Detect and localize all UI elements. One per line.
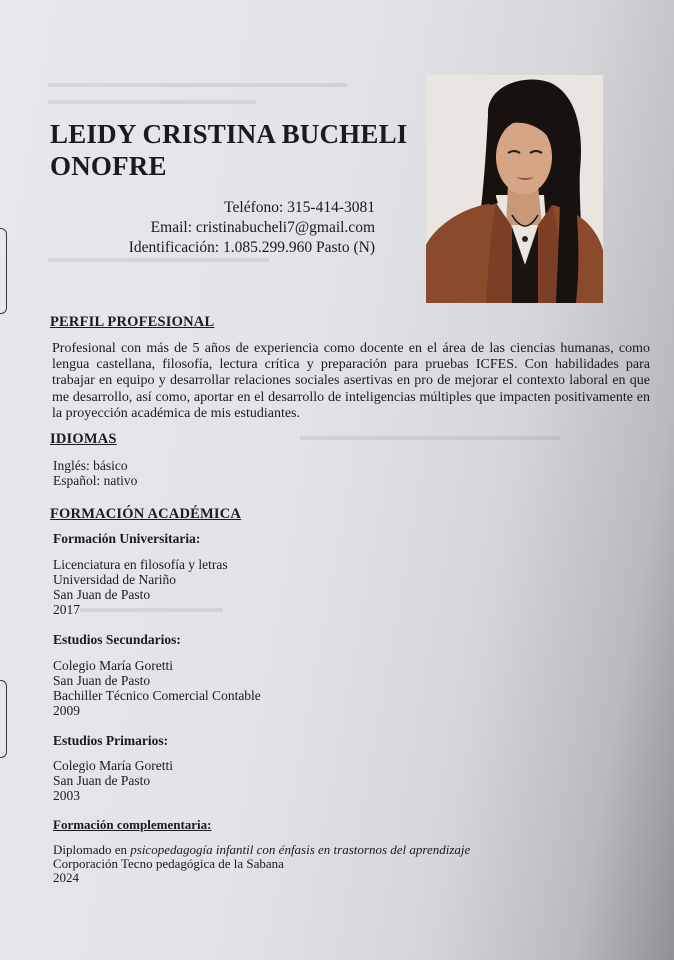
bleed-through-text: ▬▬▬▬▬▬▬▬▬▬▬▬▬▬▬▬▬: [48, 250, 269, 265]
primarios-line: San Juan de Pasto: [53, 773, 151, 788]
complementaria-line: [53, 843, 470, 857]
bleed-through-text: ▬▬▬▬▬▬▬▬▬▬▬: [80, 600, 223, 615]
idiomas-list: [53, 458, 137, 488]
secundarios-line: San Juan de Pasto: [53, 673, 151, 688]
secundarios-line: Colegio María Goretti: [53, 658, 173, 673]
universitaria-line: 2017: [53, 602, 80, 617]
complementaria-line: Corporación Tecno pedagógica de la Sabana: [53, 856, 284, 871]
candidate-name: LEIDY CRISTINA BUCHELI ONOFRE: [50, 119, 408, 181]
edge-clip-mark: [0, 228, 7, 314]
complementaria-prefix: Diplomado en: [53, 842, 131, 857]
complementaria-line: 2024: [53, 870, 79, 885]
secundarios-line: Bachiller Técnico Comercial Contable: [53, 688, 261, 703]
primarios-list: [53, 758, 173, 803]
complementaria-list: [53, 843, 470, 885]
edge-clip-mark: [0, 680, 7, 758]
contact-block: [105, 198, 375, 258]
idioma-item: Inglés: básico: [53, 458, 128, 473]
idioma-item: Español: nativo: [53, 473, 138, 488]
secundarios-title: Estudios Secundarios:: [53, 632, 181, 647]
universitaria-line: Universidad de Nariño: [53, 572, 176, 587]
secundarios-line: 2009: [53, 703, 80, 718]
formacion-section-title: FORMACIÓN ACADÉMICA: [50, 506, 242, 522]
primarios-line: Colegio María Goretti: [53, 758, 173, 773]
idiomas-section-title: IDIOMAS: [50, 431, 117, 447]
secundarios-list: [53, 658, 261, 718]
perfil-paragraph: Profesional con más de 5 años de experiencia como docente en el área de las ciencias humanas, como lengua castellana, filosofía, lectura crítica y preparación para pruebas ICFES. Con habilidades para trabajar en equipo y desarrollar relaciones sociales asertivas en pro de mejorar el contexto laboral en que me desarrollo, así como, aportar en el desarrollo de inteligencias múltiples que impacten positivamente en la proyección académica de mis estudiantes.: [52, 341, 650, 421]
complementaria-title: Formación complementaria:: [53, 817, 212, 832]
perfil-section-title: PERFIL PROFESIONAL: [50, 314, 215, 330]
primarios-title: Estudios Primarios:: [53, 733, 169, 748]
universitaria-title: Formación Universitaria:: [53, 531, 201, 546]
universitaria-line: San Juan de Pasto: [53, 587, 151, 602]
primarios-line: 2003: [53, 788, 80, 803]
bleed-through-text: ▬▬▬▬▬▬▬▬▬▬▬▬▬▬▬▬▬▬▬▬: [300, 428, 560, 443]
bleed-through-text: ▬▬▬▬▬▬▬▬▬▬▬▬▬▬▬▬: [48, 92, 256, 107]
id-text: Identificación: 1.085.299.960 Pasto (N): [128, 239, 375, 256]
universitaria-list: [53, 557, 228, 617]
complementaria-italic: psicopedagogía infantil con énfasis en trastornos del aprendizaje: [130, 842, 471, 857]
universitaria-line: Licenciatura en filosofía y letras: [53, 557, 228, 572]
phone-text: Teléfono: 315-414-3081: [224, 199, 375, 216]
profile-photo: [426, 75, 603, 303]
email-text: Email: cristinabucheli7@gmail.com: [150, 219, 375, 236]
bleed-through-text: ▬▬▬▬▬▬▬▬▬▬▬▬▬▬▬▬▬▬▬▬▬▬▬: [48, 75, 347, 90]
